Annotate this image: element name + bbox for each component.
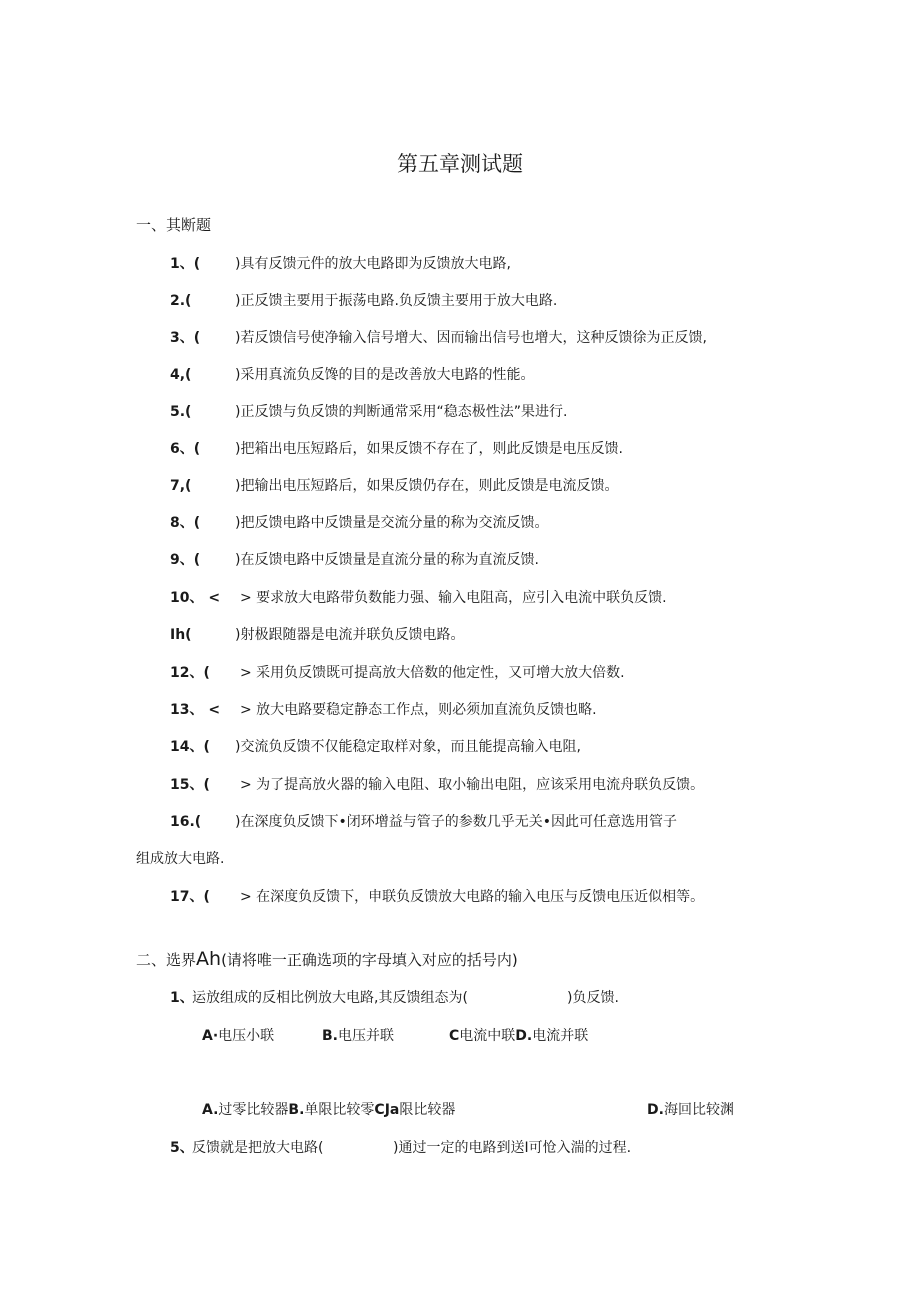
section-2-heading-big: Ah	[196, 948, 222, 970]
question-text-after: )负反馈.	[567, 990, 619, 1006]
section-1-heading: 一、其断题	[136, 216, 212, 234]
question-number: 15、(	[170, 777, 210, 793]
option-d: D.海回比较渊	[647, 1102, 734, 1118]
question-number: 7,(	[170, 478, 192, 494]
question-number: 9、(	[170, 552, 201, 568]
question-text-before: 运放组成的反相比例放大电路,其反馈组态为(	[192, 990, 468, 1006]
question-number: 6、(	[170, 441, 201, 457]
question-number: 8、(	[170, 515, 201, 531]
question-number: 13、 <	[170, 702, 221, 718]
question-number: 5、	[170, 1140, 194, 1156]
question-text: > 采用负反馈既可提高放大倍数的他定性，又可增大放大倍数.	[240, 665, 625, 681]
option-a-b-c: A.过零比较器B.单限比较零CJa限比较器	[202, 1102, 456, 1118]
question-number: 16.(	[170, 814, 202, 830]
question-text: > 放大电路要稳定静态工作点，则必须加直流负反馈也略.	[240, 702, 597, 718]
question-number: 1、	[170, 990, 194, 1006]
option-a: A·电压小联	[202, 1028, 275, 1044]
option-c-d: C电流中联D.电流并联	[449, 1028, 589, 1044]
question-16-continuation: 组成放大电路.	[136, 851, 225, 867]
page-title: 第五章测试题	[397, 152, 523, 176]
section-2-heading-prefix: 二、选界	[136, 951, 197, 969]
question-number: 14、(	[170, 739, 210, 755]
question-text: )把输出电压短路后，如果反馈仍存在，则此反馈是电流反馈。	[235, 478, 619, 494]
question-text: > 为了提高放火器的输入电阻、取小输出电阻，应该采用电流舟联负反馈。	[240, 777, 705, 793]
question-text-before: 反馈就是把放大电路(	[192, 1140, 324, 1156]
question-number: 12、(	[170, 665, 210, 681]
question-number: Ih(	[170, 627, 192, 643]
question-text: )把反馈电路中反馈量是交流分量的称为交流反馈。	[235, 515, 549, 531]
question-text: )交流负反馈不仅能稳定取样对象，而且能提高输入电阻,	[235, 739, 581, 755]
question-text-after: )通过一定的电路到送I可怆入湍的过程.	[393, 1140, 632, 1156]
question-text: )若反馈信号使净输入信号增大、因而输出信号也增大，这种反馈徐为正反馈,	[235, 330, 707, 346]
question-text: )把箱出电压短路后，如果反馈不存在了，则此反馈是电压反馈.	[235, 441, 623, 457]
question-text: )在反馈电路中反馈量是直流分量的称为直流反馈.	[235, 552, 539, 568]
question-text: )具有反馈元件的放大电路即为反馈放大电路,	[235, 256, 511, 272]
section-2-heading	[136, 947, 518, 972]
question-text: )正反馈与负反馈的判断通常采用“稳态极性法”果进行.	[235, 404, 568, 420]
question-text: )正反馈主要用于振荡电路.负反馈主要用于放大电路.	[235, 293, 558, 309]
question-text: )在深度负反馈下•闭环增益与管子的参数几乎无关•因此可任意选用管子	[235, 814, 677, 830]
question-text: > 要求放大电路带负数能力强、输入电阻高，应引入电流中联负反馈.	[240, 590, 667, 606]
question-number: 5.(	[170, 404, 192, 420]
question-number: 17、(	[170, 889, 210, 905]
question-number: 3、(	[170, 330, 201, 346]
section-2-heading-suffix: (请将唯一正确选项的字母填入对应的括号内)	[221, 951, 518, 969]
question-number: 1、(	[170, 256, 201, 272]
question-text: > 在深度负反馈下，申联负反馈放大电路的输入电压与反馈电压近似相等。	[240, 889, 705, 905]
question-text: )采用真流负反馋的目的是改善放大电路的性能。	[235, 367, 535, 383]
question-number: 2.(	[170, 293, 192, 309]
question-number: 4,(	[170, 367, 192, 383]
option-b: B.电压并联	[322, 1028, 394, 1044]
question-number: 10、 <	[170, 590, 221, 606]
question-text: )射极跟随器是电流并联负反馈电路。	[235, 627, 465, 643]
